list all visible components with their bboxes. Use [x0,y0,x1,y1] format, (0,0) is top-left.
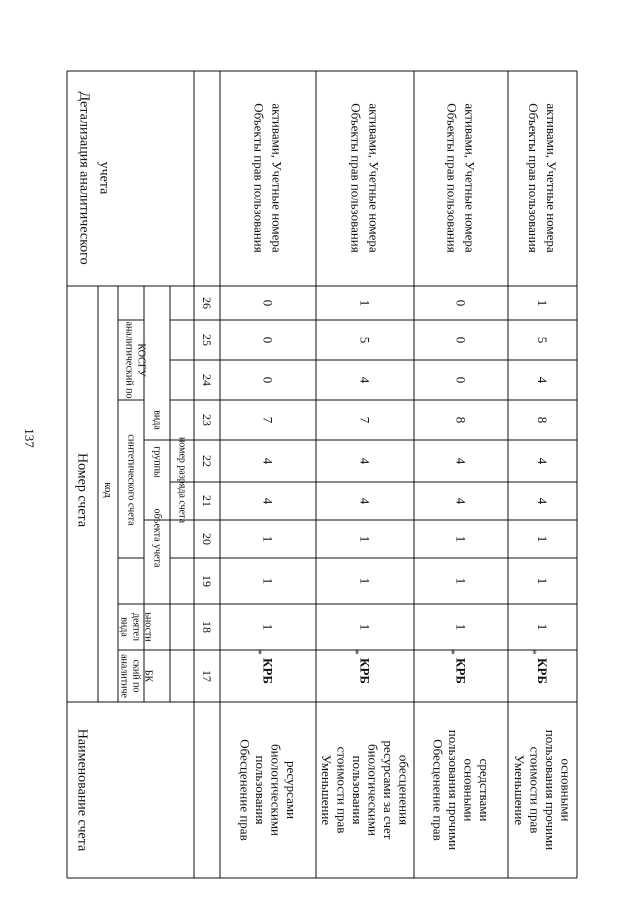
row-0-digit: 1 [260,623,276,631]
row-2-name-line: средствами [476,758,492,822]
accounts-table-drawing [64,70,578,880]
row-0-digit: 0 [260,336,276,344]
digit-number-23: 23 [200,414,214,426]
header-analytical-bk-line: аналитиче [118,654,130,698]
row-2-bk-code: КРБ [453,658,469,684]
row-2-bk-mark: * [445,649,457,655]
row-2-digit: 1 [453,623,469,631]
header-activity-type-line: деятел [130,613,142,641]
digit-number-20: 20 [200,533,214,545]
header-detail-line: учета [96,161,112,195]
row-1-digit: 4 [357,497,373,505]
row-3-name-line: Уменьшение [511,754,527,826]
row-1-name-line: стоимости прав [334,746,350,834]
row-3-digit: 4 [535,497,550,505]
header-account-number: Номер счета [74,452,90,528]
row-0-digit: 1 [260,577,276,585]
row-1-detail-line: Объекты прав пользования [348,103,364,253]
row-2-name-line: Обесценение прав [430,739,446,841]
row-1-name-line: Уменьшение [318,754,334,826]
row-3-detail-line: активами, Учетные номера [544,103,559,253]
row-0-name-line: пользования [252,755,268,825]
digit-number-24: 24 [200,374,214,386]
row-2-detail-line: активами, Учетные номера [462,103,478,253]
row-3-digit: 8 [535,416,550,424]
row-3-digit: 1 [535,299,550,307]
table-text [75,91,574,852]
row-3-digit: 1 [535,577,550,585]
row-1-digit: 5 [357,336,373,344]
row-3-digit: 1 [535,623,550,631]
row-1-detail-line: активами, Учетные номера [366,103,382,253]
row-1-digit: 1 [357,577,373,585]
header-kind: вида [151,410,163,430]
digit-number-19: 19 [200,575,214,587]
row-1-name-line: обесценения [396,754,412,826]
row-2-digit: 0 [453,299,469,307]
row-3-digit: 1 [535,535,550,543]
row-2-digit: 4 [453,457,469,465]
row-0-detail-line: Объекты прав пользования [251,103,267,253]
digit-number-26: 26 [200,297,214,309]
header-synthetic: синтетического счета [125,434,137,526]
header-activity-type-line: вида [118,617,130,637]
row-0-digit: 4 [260,457,276,465]
header-activity-type-line: ьности [142,612,154,642]
row-2-digit: 4 [453,497,469,505]
header-code: код [102,482,114,498]
row-1-digit: 1 [357,623,373,631]
digit-number-17: 17 [200,670,214,682]
row-0-name-line: биологическими [268,743,284,837]
row-3-name-line: основными [558,758,574,822]
row-0-name-line: ресурсами [283,760,299,820]
row-3-digit: 5 [535,336,550,344]
digit-number-25: 25 [200,334,214,346]
header-analytical-bk-line: БК [142,669,154,683]
row-2-digit: 1 [453,577,469,585]
header-analytical-bk-line: ский по [130,659,142,693]
row-2-digit: 0 [453,376,469,384]
digit-number-21: 21 [200,495,214,507]
row-3-detail-line: Объекты прав пользования [526,103,541,253]
row-1-name-line: пользования [349,755,365,825]
header-detail-line: Детализация аналитического [76,91,92,265]
accounts-table [64,70,578,880]
header-account-name: Наименование счета [74,728,90,852]
page-number: 137 [22,428,37,448]
row-0-bk-mark: * [252,649,264,655]
row-0-digit: 0 [260,376,276,384]
row-3-name-line: пользования прочими [542,729,558,851]
header-digit-number: номер разряда счета [176,436,188,524]
row-1-digit: 4 [357,457,373,465]
row-0-bk-code: КРБ [260,658,276,684]
row-2-name-line: основными [461,758,477,822]
row-1-digit: 7 [357,416,373,424]
digit-number-18: 18 [200,621,214,633]
row-1-digit: 4 [357,376,373,384]
header-accounting-object: объекта учета [151,508,163,568]
row-1-name-line: биологическими [365,743,381,837]
row-0-digit: 0 [260,299,276,307]
row-2-digit: 1 [453,535,469,543]
row-2-digit: 8 [453,416,469,424]
row-2-digit: 0 [453,336,469,344]
header-group: группы [151,446,163,478]
row-1-digit: 1 [357,535,373,543]
row-1-digit: 1 [357,299,373,307]
row-3-bk-mark: * [526,649,539,655]
row-3-digit: 4 [535,457,550,465]
row-2-detail-line: Объекты прав пользования [444,103,460,253]
row-0-name-line: Обесценение прав [237,739,253,841]
row-3-digit: 4 [535,376,550,384]
row-0-detail-line: активами, Учетные номера [269,103,285,253]
row-0-digit: 7 [260,416,276,424]
row-1-bk-code: КРБ [357,658,373,684]
row-2-name-line: пользования прочими [445,729,461,851]
header-analytical-kosgu-line: КОСГУ [135,343,147,377]
digit-number-22: 22 [200,455,214,467]
row-3-bk-code: КРБ [535,658,550,684]
row-3-name-line: стоимости прав [527,746,543,834]
row-1-bk-mark: * [349,649,361,655]
row-0-digit: 4 [260,497,276,505]
row-0-digit: 1 [260,535,276,543]
header-analytical-kosgu-line: аналитический по [123,321,135,399]
row-1-name-line: ресурсами за счет [380,740,396,840]
